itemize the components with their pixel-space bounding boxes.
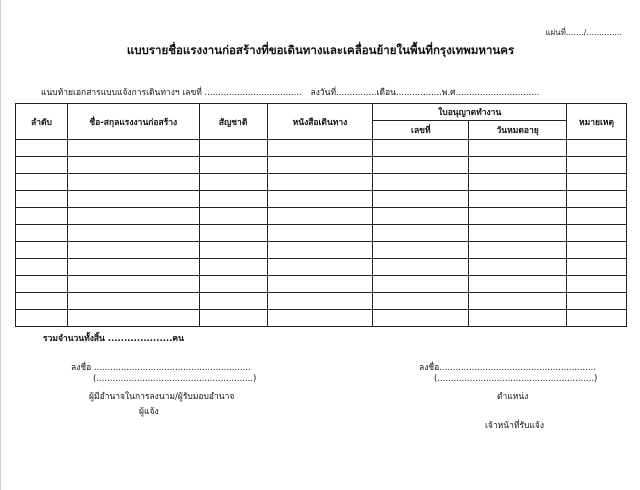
header-name: ชื่อ-สกุลแรงงานก่อสร้าง	[67, 104, 199, 140]
table-row	[16, 293, 627, 310]
cell-permit-expiry[interactable]	[469, 174, 567, 191]
form-title: แบบรายชื่อแรงงานก่อสร้างที่ขอเดินทางและเคลื่อนย้ายในพื้นที่กรุงเทพมหานคร	[126, 43, 515, 57]
cell-permit-expiry[interactable]	[469, 225, 567, 242]
cell-travel-doc[interactable]	[267, 225, 373, 242]
cell-name[interactable]	[67, 225, 199, 242]
attachment-doc-ref: แนบท้ายเอกสารแบบแจ้งการเดินทางฯ เลขที่ ....................................	[41, 88, 302, 98]
cell-permit-no[interactable]	[373, 140, 469, 157]
sheet-number: แผ่นที่......./..............	[545, 28, 622, 37]
cell-permit-no[interactable]	[373, 208, 469, 225]
cell-travel-doc[interactable]	[267, 259, 373, 276]
cell-order[interactable]	[16, 157, 68, 174]
cell-permit-expiry[interactable]	[469, 140, 567, 157]
cell-travel-doc[interactable]	[267, 174, 373, 191]
cell-permit-no[interactable]	[373, 174, 469, 191]
cell-permit-expiry[interactable]	[469, 208, 567, 225]
left-role-notifier: ผู้แจ้ง	[139, 407, 159, 417]
attachment-date: ลงวันที่...............เดือน.................พ.ศ...............................	[310, 88, 540, 98]
cell-name[interactable]	[67, 157, 199, 174]
table-row	[16, 208, 627, 225]
cell-order[interactable]	[16, 276, 68, 293]
attachment-line	[41, 85, 545, 99]
cell-nationality[interactable]	[199, 276, 267, 293]
cell-order[interactable]	[16, 242, 68, 259]
table-row	[16, 157, 627, 174]
cell-remarks[interactable]	[567, 310, 627, 327]
cell-permit-expiry[interactable]	[469, 276, 567, 293]
cell-remarks[interactable]	[567, 276, 627, 293]
cell-remarks[interactable]	[567, 259, 627, 276]
cell-name[interactable]	[67, 208, 199, 225]
cell-name[interactable]	[67, 276, 199, 293]
cell-nationality[interactable]	[199, 140, 267, 157]
header-remarks: หมายเหตุ	[567, 104, 627, 140]
total-count: รวมจำนวนทั้งสิ้น ....................คน	[43, 334, 184, 344]
cell-permit-expiry[interactable]	[469, 259, 567, 276]
cell-permit-no[interactable]	[373, 191, 469, 208]
cell-travel-doc[interactable]	[267, 157, 373, 174]
cell-permit-no[interactable]	[373, 259, 469, 276]
cell-permit-no[interactable]	[373, 293, 469, 310]
cell-permit-expiry[interactable]	[469, 157, 567, 174]
cell-name[interactable]	[67, 191, 199, 208]
cell-nationality[interactable]	[199, 225, 267, 242]
cell-permit-no[interactable]	[373, 310, 469, 327]
cell-travel-doc[interactable]	[267, 208, 373, 225]
header-permit-expiry: วันหมดอายุ	[469, 121, 567, 140]
header-nationality: สัญชาติ	[199, 104, 267, 140]
table-row	[16, 225, 627, 242]
header-travel-doc: หนังสือเดินทาง	[267, 104, 373, 140]
cell-travel-doc[interactable]	[267, 276, 373, 293]
cell-nationality[interactable]	[199, 157, 267, 174]
cell-name[interactable]	[67, 259, 199, 276]
cell-remarks[interactable]	[567, 140, 627, 157]
worker-table	[15, 103, 627, 327]
cell-nationality[interactable]	[199, 174, 267, 191]
right-sign-line: ลงชื่อ..........................................................	[419, 363, 596, 373]
cell-permit-expiry[interactable]	[469, 293, 567, 310]
cell-permit-expiry[interactable]	[469, 191, 567, 208]
cell-name[interactable]	[67, 310, 199, 327]
table-row	[16, 191, 627, 208]
cell-name[interactable]	[67, 293, 199, 310]
left-name-line: (..........................................................)	[93, 374, 257, 384]
cell-nationality[interactable]	[199, 259, 267, 276]
cell-travel-doc[interactable]	[267, 191, 373, 208]
cell-nationality[interactable]	[199, 191, 267, 208]
cell-travel-doc[interactable]	[267, 310, 373, 327]
cell-nationality[interactable]	[199, 242, 267, 259]
cell-name[interactable]	[67, 140, 199, 157]
cell-remarks[interactable]	[567, 242, 627, 259]
cell-nationality[interactable]	[199, 208, 267, 225]
cell-remarks[interactable]	[567, 174, 627, 191]
right-position: ตำแหน่ง	[497, 392, 529, 402]
cell-nationality[interactable]	[199, 310, 267, 327]
left-role-authority: ผู้มีอำนาจในการลงนาม/ผู้รับมอบอำนาจ	[89, 392, 235, 402]
right-officer: เจ้าหน้าที่รับแจ้ง	[485, 421, 545, 431]
cell-remarks[interactable]	[567, 157, 627, 174]
cell-permit-no[interactable]	[373, 276, 469, 293]
cell-travel-doc[interactable]	[267, 293, 373, 310]
cell-nationality[interactable]	[199, 293, 267, 310]
cell-travel-doc[interactable]	[267, 242, 373, 259]
header-order: ลำดับ	[16, 104, 68, 140]
table-row	[16, 242, 627, 259]
cell-order[interactable]	[16, 225, 68, 242]
cell-order[interactable]	[16, 310, 68, 327]
cell-order[interactable]	[16, 191, 68, 208]
table-row	[16, 174, 627, 191]
right-name-line: (..........................................................)	[434, 374, 598, 384]
cell-order[interactable]	[16, 259, 68, 276]
cell-order[interactable]	[16, 293, 68, 310]
cell-name[interactable]	[67, 174, 199, 191]
cell-permit-expiry[interactable]	[469, 310, 567, 327]
cell-permit-no[interactable]	[373, 225, 469, 242]
cell-name[interactable]	[67, 242, 199, 259]
cell-order[interactable]	[16, 174, 68, 191]
table-row	[16, 310, 627, 327]
table-row	[16, 276, 627, 293]
cell-remarks[interactable]	[567, 293, 627, 310]
cell-permit-expiry[interactable]	[469, 242, 567, 259]
cell-order[interactable]	[16, 140, 68, 157]
cell-remarks[interactable]	[567, 191, 627, 208]
table-row	[16, 259, 627, 276]
cell-permit-no[interactable]	[373, 157, 469, 174]
left-sign-line: ลงชื่อ ..........................................................	[71, 363, 251, 373]
table-row	[16, 140, 627, 157]
header-permit-no: เลขที่	[373, 121, 469, 140]
cell-permit-no[interactable]	[373, 242, 469, 259]
cell-travel-doc[interactable]	[267, 140, 373, 157]
cell-remarks[interactable]	[567, 225, 627, 242]
header-work-permit: ใบอนุญาตทำงาน	[373, 104, 567, 121]
cell-remarks[interactable]	[567, 208, 627, 225]
table-body	[16, 140, 627, 327]
cell-order[interactable]	[16, 208, 68, 225]
